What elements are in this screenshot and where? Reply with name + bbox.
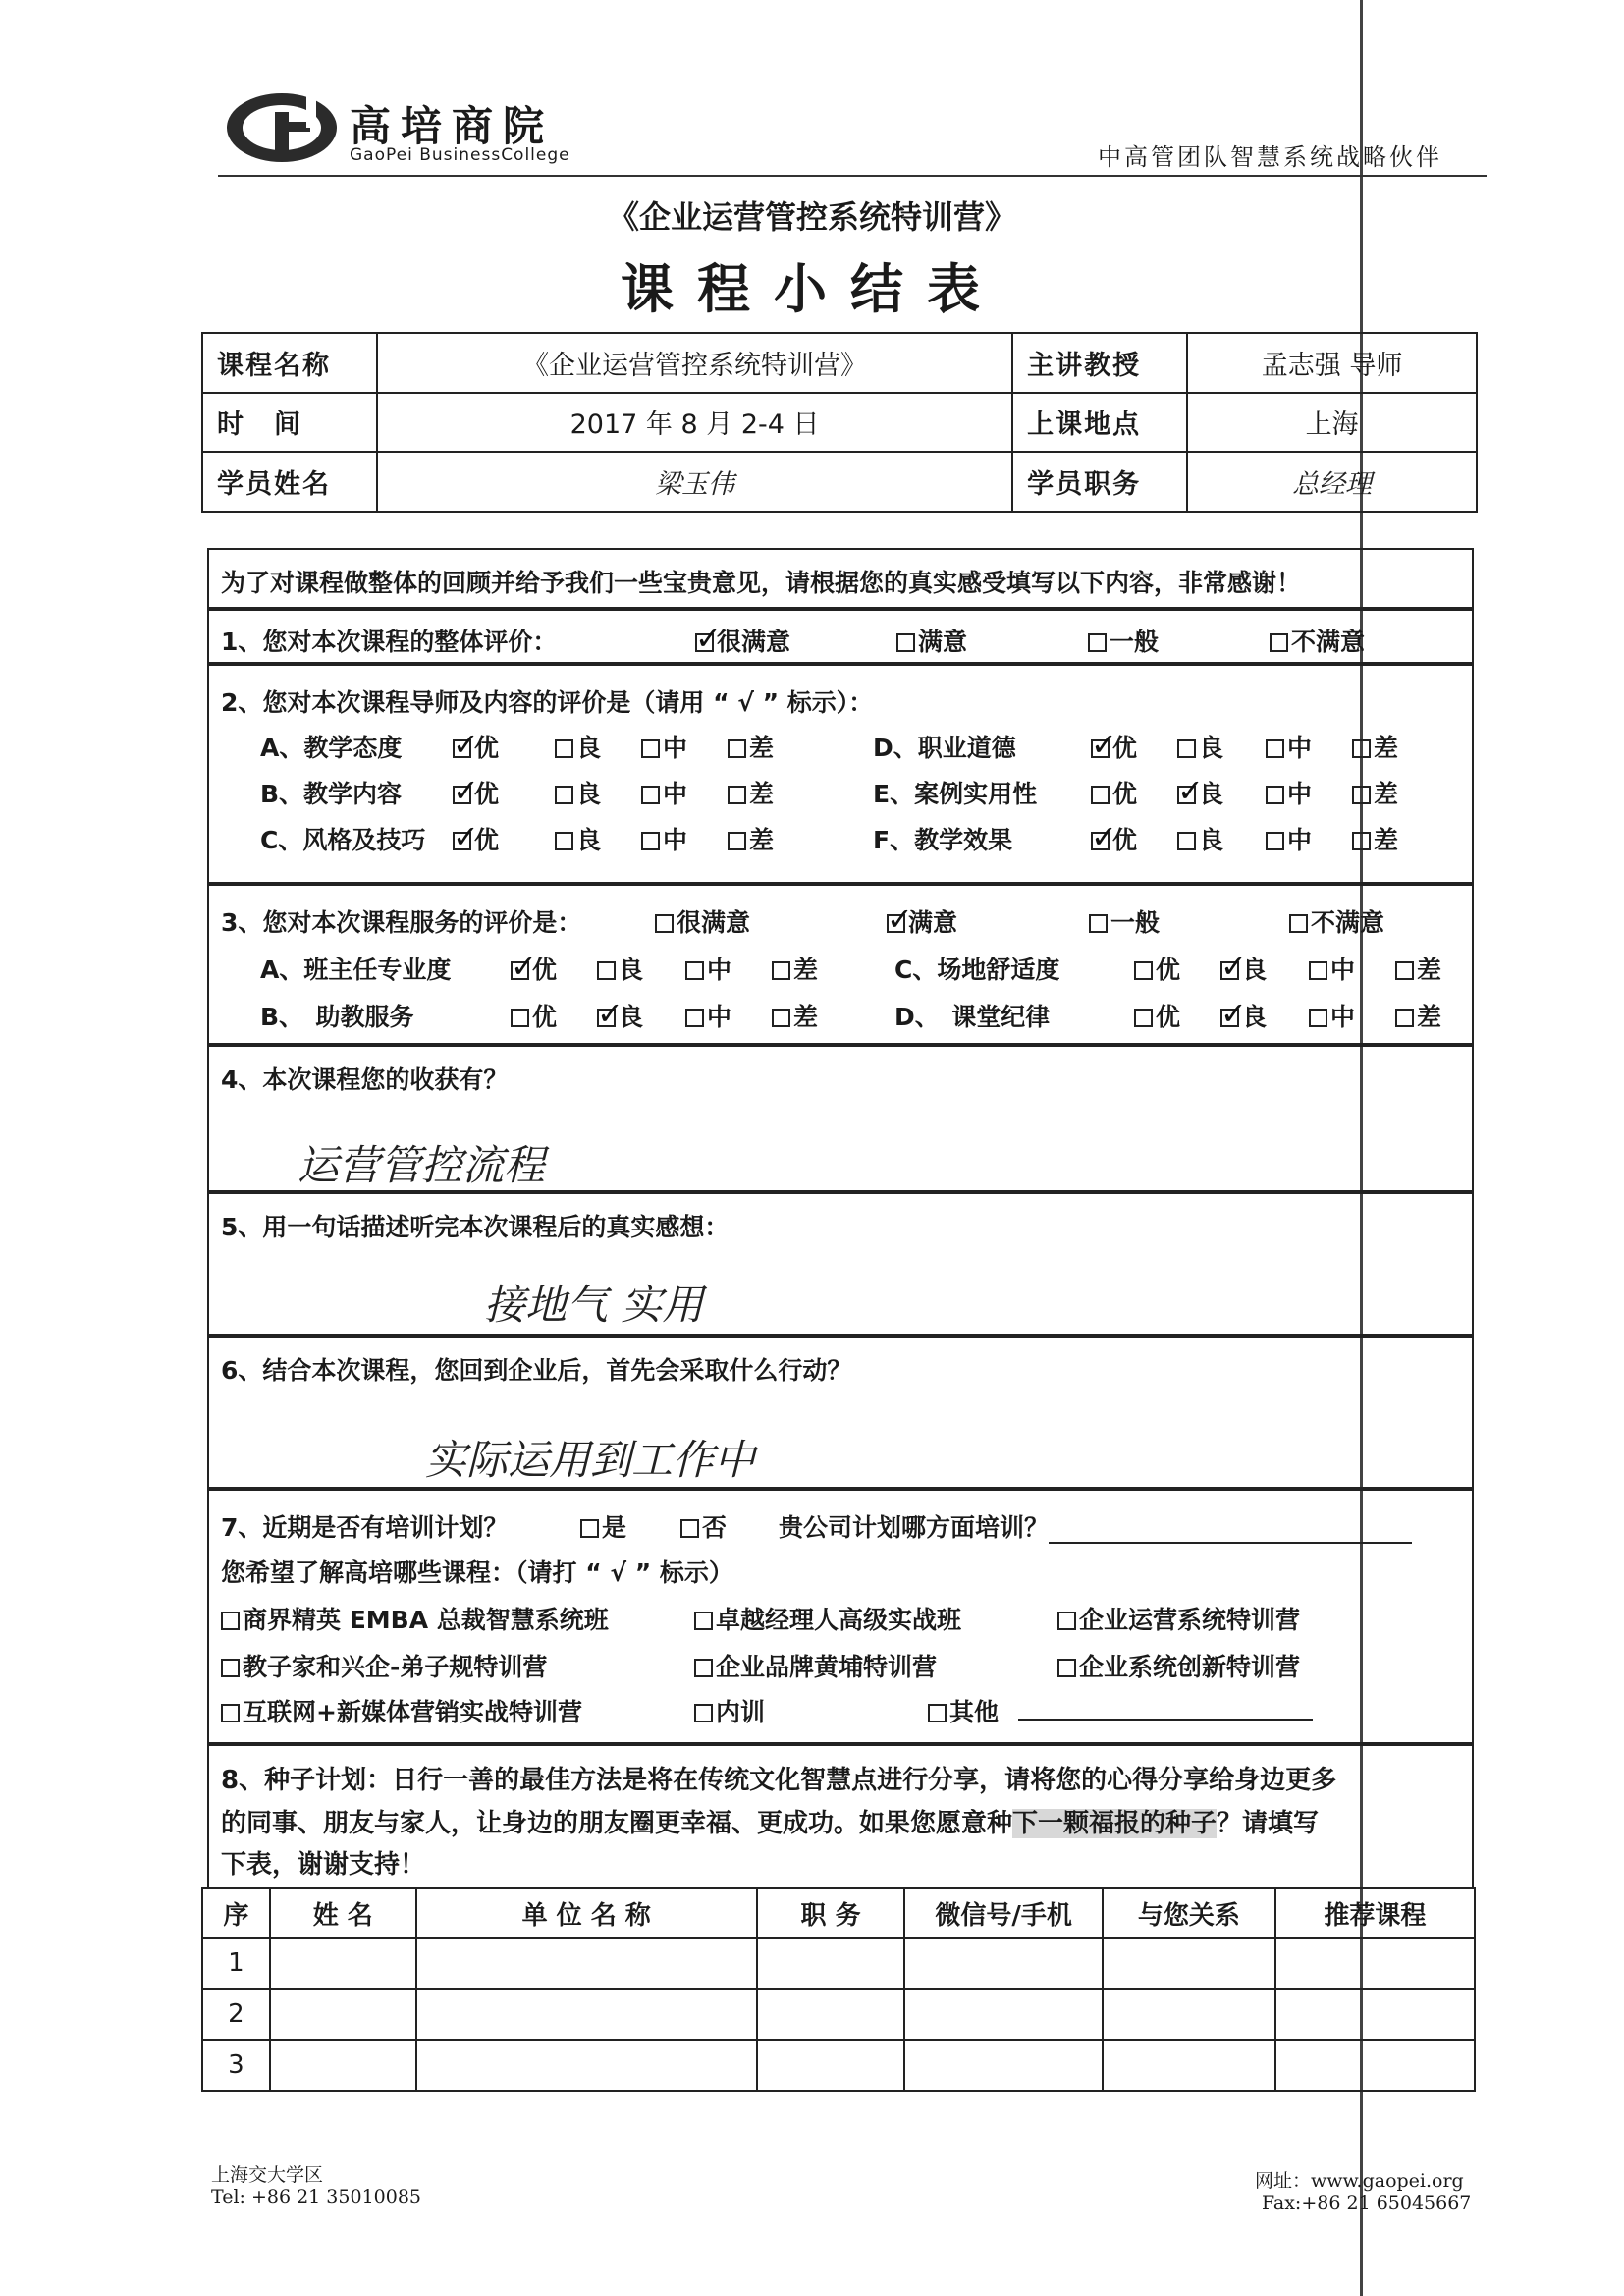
seed-cell[interactable] [270,1938,416,1989]
q7-yes-label: 是 [602,1513,627,1542]
q3-option-2[interactable] [887,903,957,939]
q2-item-5-grade-2-label: 良 [1199,780,1224,808]
q2-item-6-grade-2-checkbox[interactable] [1177,832,1196,850]
q3-box [207,884,1474,1045]
q3-item-3-grade-2-label: 良 [1242,956,1268,984]
q3-item-1-grade-3-checkbox[interactable] [685,961,704,980]
place-label: 上课地点 [1012,393,1187,453]
q2-item-1-grade-4-label: 差 [749,734,775,762]
q2-item-4-grade-1-checkbox[interactable] [1091,739,1110,758]
q2-item-4-grade-4-label: 差 [1374,734,1399,762]
seed-header-2: 姓 名 [270,1888,416,1938]
q7-no-checkbox[interactable] [680,1519,699,1538]
q2-item-1-grade-3-label: 中 [663,734,688,762]
professor-value: 孟志强 导师 [1187,333,1477,393]
professor-label: 主讲教授 [1012,333,1187,393]
q3-item-4-label: D、 课堂纪律 [894,1003,1051,1031]
q1-option-4-checkbox[interactable] [1270,633,1288,652]
q1-text: 1、您对本次课程的整体评价： [221,628,558,656]
q2-item-4-grade-3-label: 中 [1287,734,1313,762]
q2-item-5-grade-3-label: 中 [1287,780,1313,808]
q2-item-2-grade-2-checkbox[interactable] [555,786,573,804]
footer-website[interactable]: 网址：www.gaopei.org [1255,2170,1464,2192]
q3-item-4-grade-3-checkbox[interactable] [1309,1009,1327,1027]
q2-item-1-grade-1-label: 优 [474,734,500,762]
q2-item-5-grade-1[interactable] [1091,775,1137,810]
seed-cell[interactable] [416,1989,757,2040]
q3-item-1-grade-2[interactable] [597,951,643,986]
q7-course-2-label: 卓越经理人高级实战班 [716,1606,962,1634]
survey-intro-box [207,548,1474,609]
q2-item-3-grade-4-label: 差 [749,826,775,854]
q2-item-4-grade-4[interactable] [1352,729,1398,764]
seed-header-3: 单 位 名 称 [416,1888,757,1938]
q8-para-2 [221,1803,1319,1839]
q2-item-6-grade-1-checkbox[interactable] [1091,832,1110,850]
q8-highlight: 下一颗福报的种子 [1012,1809,1218,1838]
seed-cell[interactable] [757,1938,905,1989]
q3-item-1-grade-3[interactable] [685,951,731,986]
q2-item-3-grade-1[interactable] [453,821,499,856]
seed-row-number: 2 [202,1989,270,2040]
q3-option-2-label: 满意 [908,908,958,937]
q2-item-1-grade-3-checkbox[interactable] [641,739,660,758]
q2-item-2-grade-4-label: 差 [749,780,775,808]
seed-cell[interactable] [416,2040,757,2091]
q2-item-4-grade-1[interactable] [1091,729,1137,764]
q2-item-4-label: D、职业道德 [873,734,1016,762]
q2-item-5-grade-4-label: 差 [1374,780,1399,808]
q3-item-4-grade-2[interactable] [1220,998,1267,1033]
seed-header-7: 推荐课程 [1275,1888,1475,1938]
q2-item-2-label: B、教学内容 [260,780,403,808]
q5-box [207,1192,1474,1336]
q3-item-3-grade-2-checkbox[interactable] [1220,961,1239,980]
q2-box [207,664,1474,884]
q1-option-1[interactable] [695,623,790,658]
seed-table-header [202,1888,1475,1938]
q2-item-4-grade-2-checkbox[interactable] [1177,739,1196,758]
course-info-table [201,332,1478,513]
seed-cell[interactable] [904,1938,1102,1989]
q7-course-3-checkbox[interactable] [1057,1612,1076,1630]
q3-item-2-grade-1-label: 优 [532,1003,558,1031]
q3-item-3-grade-4[interactable] [1395,951,1441,986]
q8-para-1: 8、种子计划：日行一善的最佳方法是将在传统文化智慧点进行分享，请将您的心得分享给身边更多 [221,1766,1337,1795]
seed-header-5: 微信号/手机 [904,1888,1102,1938]
q2-item-2-grade-4-checkbox[interactable] [728,786,746,804]
q2-item-5-grade-2[interactable] [1177,775,1223,810]
q7-course-1-label: 商界精英 EMBA 总裁智慧系统班 [243,1606,609,1634]
q7-course-2[interactable] [694,1601,961,1636]
q3-item-4-grade-1-label: 优 [1156,1003,1181,1031]
seed-cell[interactable] [1103,1989,1275,2040]
q3-item-1-grade-4[interactable] [772,951,818,986]
q7-no-option[interactable] [680,1508,727,1544]
q3-item-1-grade-2-label: 良 [619,956,644,984]
q1-box [207,609,1474,664]
q3-option-4[interactable] [1289,903,1384,939]
q2-item-2-grade-1-label: 优 [474,780,500,808]
q3-item-1-grade-1-label: 优 [532,956,558,984]
seed-header-6: 与您关系 [1103,1888,1275,1938]
q8-para-3: 下表，谢谢支持！ [221,1850,426,1880]
q2-item-1-grade-2[interactable] [555,729,601,764]
table-row [202,2040,1475,2091]
q3-item-2-label: B、 助教服务 [260,1003,414,1031]
q1-option-4-label: 不满意 [1291,628,1366,656]
seed-cell[interactable] [757,1989,905,2040]
q2-item-5-grade-1-checkbox[interactable] [1091,786,1110,804]
q2-item-2-grade-3[interactable] [641,775,687,810]
q3-item-4-grade-4-checkbox[interactable] [1395,1009,1414,1027]
q3-item-3-grade-3-label: 中 [1330,956,1356,984]
q3-item-4-grade-2-label: 良 [1242,1003,1268,1031]
q2-item-4-grade-1-label: 优 [1112,734,1138,762]
q5-answer[interactable]: 接地气 实用 [484,1281,704,1329]
q3-item-2-grade-3-label: 中 [707,1003,732,1031]
q2-item-6-grade-3[interactable] [1266,821,1312,856]
table-row [202,1938,1475,1989]
q2-item-2-grade-1-checkbox[interactable] [453,786,471,804]
q8-para-2-c: ？请填写 [1217,1809,1320,1838]
q3-item-4-grade-1-checkbox[interactable] [1134,1009,1153,1027]
q7-course-5[interactable] [694,1648,937,1683]
q2-item-2-grade-4[interactable] [728,775,774,810]
camp-title: 《企业运营管控系统特训营》 [607,198,1016,236]
q3-option-3-label: 一般 [1110,908,1161,937]
q7-yes-checkbox[interactable] [580,1519,599,1538]
seed-row-number: 1 [202,1938,270,1989]
q1-option-1-label: 很满意 [717,628,791,656]
q3-item-3-grade-4-label: 差 [1417,956,1442,984]
q7-course-3-label: 企业运营系统特训营 [1079,1606,1301,1634]
q2-item-3-grade-4[interactable] [728,821,774,856]
q2-item-5-grade-3-checkbox[interactable] [1266,786,1284,804]
q2-item-1-grade-3[interactable] [641,729,687,764]
brand-name-en: GaoPei BusinessCollege [350,145,570,165]
seed-cell[interactable] [270,1989,416,2040]
q3-item-3-grade-1-label: 优 [1156,956,1181,984]
q7-course-6[interactable] [1057,1648,1300,1683]
q3-item-4-grade-1[interactable] [1134,998,1180,1033]
q7-course-9[interactable] [928,1693,999,1728]
q4-text: 4、本次课程您的收获有？ [221,1066,509,1094]
q7-course-3[interactable] [1057,1601,1300,1636]
q1-option-3[interactable] [1088,623,1159,658]
q8-box [207,1744,1474,1889]
seed-header-4: 职 务 [757,1888,905,1938]
gaopei-logo [224,90,340,165]
q3-item-2-grade-4-checkbox[interactable] [772,1009,790,1027]
seed-cell[interactable] [904,1989,1102,2040]
q2-item-1-label: A、教学态度 [260,734,403,762]
q3-item-3-grade-3-checkbox[interactable] [1309,961,1327,980]
time-label: 时 间 [202,393,377,453]
q6-text: 6、结合本次课程，您回到企业后，首先会采取什么行动？ [221,1356,852,1385]
q2-item-5-grade-1-label: 优 [1112,780,1138,808]
q3-item-2-grade-1-checkbox[interactable] [511,1009,529,1027]
student-position-label: 学员职务 [1012,452,1187,512]
table-row [202,1989,1475,2040]
q2-item-3-grade-4-checkbox[interactable] [728,832,746,850]
q3-item-2-grade-3[interactable] [685,998,731,1033]
q3-item-1-grade-1[interactable] [511,951,557,986]
q3-item-1-grade-3-label: 中 [707,956,732,984]
q2-item-6-grade-4-checkbox[interactable] [1352,832,1371,850]
q7-other-input[interactable] [1018,1717,1313,1721]
q2-item-1-grade-1-checkbox[interactable] [453,739,471,758]
time-value: 2017 年 8 月 2-4 日 [377,393,1012,453]
student-position-value[interactable]: 总经理 [1187,452,1477,512]
q7-course-1-checkbox[interactable] [221,1612,240,1630]
q2-item-2-grade-2-label: 良 [576,780,602,808]
q3-item-1-label: A、班主任专业度 [260,956,452,984]
seed-plan-table [201,1887,1476,2092]
q4-box [207,1045,1474,1192]
q3-option-4-label: 不满意 [1311,908,1385,937]
q3-option-1-checkbox[interactable] [655,914,674,933]
q7-course-5-checkbox[interactable] [694,1659,713,1677]
q2-item-1-grade-4[interactable] [728,729,774,764]
q7-course-7-checkbox[interactable] [221,1704,240,1722]
q1-option-3-label: 一般 [1110,628,1160,656]
q7-course-4-label: 教子家和兴企-弟子规特训营 [243,1653,548,1681]
q3-item-4-grade-4[interactable] [1395,998,1441,1033]
q2-item-3-grade-1-label: 优 [474,826,500,854]
student-name-label: 学员姓名 [202,452,377,512]
q2-item-3-grade-3-label: 中 [663,826,688,854]
q3-item-4-grade-3[interactable] [1309,998,1355,1033]
q3-text: 3、您对本次课程服务的评价是： [221,908,582,937]
q3-item-1-grade-1-checkbox[interactable] [511,961,529,980]
q3-option-4-checkbox[interactable] [1289,914,1308,933]
q3-item-2-grade-3-checkbox[interactable] [685,1009,704,1027]
q3-item-1-grade-2-checkbox[interactable] [597,961,616,980]
seed-cell[interactable] [416,1938,757,1989]
q3-option-2-checkbox[interactable] [887,914,905,933]
q7-course-8-checkbox[interactable] [694,1704,713,1722]
brand-name-cn: 高培商院 [350,102,555,150]
q6-box [207,1336,1474,1489]
seed-header-1: 序 [202,1888,270,1938]
q2-item-5-grade-4[interactable] [1352,775,1398,810]
q3-item-4-grade-2-checkbox[interactable] [1220,1009,1239,1027]
q3-option-1-label: 很满意 [677,908,751,937]
q2-item-3-grade-2[interactable] [555,821,601,856]
seed-row-number: 3 [202,2040,270,2091]
q2-item-2-grade-3-label: 中 [663,780,688,808]
q2-item-3-grade-2-checkbox[interactable] [555,832,573,850]
q2-item-2-grade-1[interactable] [453,775,499,810]
q2-item-6-grade-1-label: 优 [1112,826,1138,854]
q7-plan-area-question [779,1508,1412,1544]
q7-course-7-label: 互联网+新媒体营销实战特训营 [243,1698,582,1726]
q2-item-2-grade-3-checkbox[interactable] [641,786,660,804]
q2-item-5-grade-3[interactable] [1266,775,1312,810]
q7-plan-area-input[interactable] [1049,1518,1412,1544]
q7-no-label: 否 [702,1513,728,1542]
seed-cell[interactable] [1275,1938,1475,1989]
q2-item-5-grade-2-checkbox[interactable] [1177,786,1196,804]
q2-item-1-grade-1[interactable] [453,729,499,764]
q3-item-3-grade-1[interactable] [1134,951,1180,986]
q3-item-3-grade-3[interactable] [1309,951,1355,986]
q3-option-1[interactable] [655,903,750,939]
q1-option-3-checkbox[interactable] [1088,633,1107,652]
q3-item-3-grade-4-checkbox[interactable] [1395,961,1414,980]
q2-text: 2、您对本次课程导师及内容的评价是（请用 “ √ ” 标示）： [221,688,874,717]
q7-course-interest: 您希望了解高培哪些课程：（请打 “ √ ” 标示） [221,1558,733,1587]
q7-course-9-label: 其他 [949,1698,1000,1726]
q3-item-2-grade-4-label: 差 [793,1003,819,1031]
seed-cell[interactable] [904,2040,1102,2091]
q2-item-4-grade-2-label: 良 [1199,734,1224,762]
q3-option-3-checkbox[interactable] [1089,914,1108,933]
q1-option-2[interactable] [896,623,967,658]
q4-answer[interactable]: 运营管控流程 [298,1141,546,1189]
q7-plan-area-label: 贵公司计划哪方面培训？ [779,1513,1050,1542]
q7-course-6-label: 企业系统创新特训营 [1079,1653,1301,1681]
q2-item-3-grade-3-checkbox[interactable] [641,832,660,850]
q3-item-2-grade-2-checkbox[interactable] [597,1009,616,1027]
q2-item-4-grade-3-checkbox[interactable] [1266,739,1284,758]
q1-option-2-checkbox[interactable] [896,633,915,652]
q2-item-6-grade-4-label: 差 [1374,826,1399,854]
q2-item-5-label: E、案例实用性 [873,780,1038,808]
q2-item-6-grade-4[interactable] [1352,821,1398,856]
q7-course-2-checkbox[interactable] [694,1612,713,1630]
q3-option-3[interactable] [1089,903,1160,939]
q2-item-6-grade-2[interactable] [1177,821,1223,856]
q7-course-5-label: 企业品牌黄埔特训营 [716,1653,938,1681]
q3-item-4-grade-4-label: 差 [1417,1003,1442,1031]
q3-item-3-grade-2[interactable] [1220,951,1267,986]
q2-item-6-grade-3-label: 中 [1287,826,1313,854]
seed-cell[interactable] [757,2040,905,2091]
q2-item-1-grade-2-label: 良 [576,734,602,762]
seed-cell[interactable] [1275,1989,1475,2040]
q7-box [207,1489,1474,1744]
seed-cell[interactable] [1103,2040,1275,2091]
survey-intro: 为了对课程做整体的回顾并给予我们一些宝贵意见，请根据您的真实感受填写以下内容，非常感谢！ [221,569,1302,597]
q1-option-2-label: 满意 [918,628,968,656]
course-name-value: 《企业运营管控系统特训营》 [377,333,1012,393]
q2-item-6-grade-3-checkbox[interactable] [1266,832,1284,850]
footer-tel: Tel: +86 21 35010085 [211,2186,422,2208]
q2-item-1-grade-2-checkbox[interactable] [555,739,573,758]
q2-item-5-grade-4-checkbox[interactable] [1352,786,1371,804]
q8-para-2-a: 的同事、朋友与家人，让身边的朋友圈更幸福、更成功。如果您愿意种 [221,1809,1013,1838]
slogan: 中高管团队智慧系统战略伙伴 [1098,143,1442,171]
q7-course-6-checkbox[interactable] [1057,1659,1076,1677]
q2-item-3-grade-2-label: 良 [576,826,602,854]
q7-course-4[interactable] [221,1648,547,1683]
q7-course-1[interactable] [221,1601,609,1636]
course-name-label: 课程名称 [202,333,377,393]
q1-option-1-checkbox[interactable] [695,633,714,652]
q2-item-3-label: C、风格及技巧 [260,826,426,854]
q3-item-2-grade-2-label: 良 [619,1003,644,1031]
footer-fax: Fax:+86 21 65045667 [1262,2192,1472,2214]
footer-campus: 上海交大学区 [211,2164,324,2186]
q2-item-4-grade-2[interactable] [1177,729,1223,764]
q3-item-3-label: C、场地舒适度 [894,956,1060,984]
seed-cell[interactable] [1103,1938,1275,1989]
q2-item-2-grade-2[interactable] [555,775,601,810]
place-value: 上海 [1187,393,1477,453]
q6-answer[interactable]: 实际运用到工作中 [425,1436,756,1484]
q2-item-6-label: F、教学效果 [873,826,1013,854]
q3-item-3-grade-1-checkbox[interactable] [1134,961,1153,980]
seed-cell[interactable] [270,2040,416,2091]
q7-course-4-checkbox[interactable] [221,1659,240,1677]
q3-item-1-grade-4-checkbox[interactable] [772,961,790,980]
q2-item-3-grade-3[interactable] [641,821,687,856]
q7-course-9-checkbox[interactable] [928,1704,947,1722]
q3-item-2-grade-1[interactable] [511,998,557,1033]
q3-item-4-grade-3-label: 中 [1330,1003,1356,1031]
header-divider [218,175,1487,177]
q3-item-2-grade-4[interactable] [772,998,818,1033]
q7-course-7[interactable] [221,1693,582,1728]
student-name-value[interactable]: 梁玉伟 [377,452,1012,512]
q7-yes-option[interactable] [580,1508,626,1544]
q5-text: 5、用一句话描述听完本次课程后的真实感想： [221,1213,730,1241]
q7-course-8[interactable] [694,1693,765,1728]
q2-item-4-grade-4-checkbox[interactable] [1352,739,1371,758]
q1-option-4[interactable] [1270,623,1365,658]
q7-course-8-label: 内训 [716,1698,766,1726]
seed-cell[interactable] [1275,2040,1475,2091]
q2-item-6-grade-1[interactable] [1091,821,1137,856]
q3-item-1-grade-4-label: 差 [793,956,819,984]
q2-item-4-grade-3[interactable] [1266,729,1312,764]
q2-item-3-grade-1-checkbox[interactable] [453,832,471,850]
q2-item-1-grade-4-checkbox[interactable] [728,739,746,758]
q3-item-2-grade-2[interactable] [597,998,643,1033]
q7-plan-question: 7、近期是否有培训计划？ [221,1513,509,1542]
sheet-title: 课程小结表 [621,258,1003,320]
q2-item-6-grade-2-label: 良 [1199,826,1224,854]
